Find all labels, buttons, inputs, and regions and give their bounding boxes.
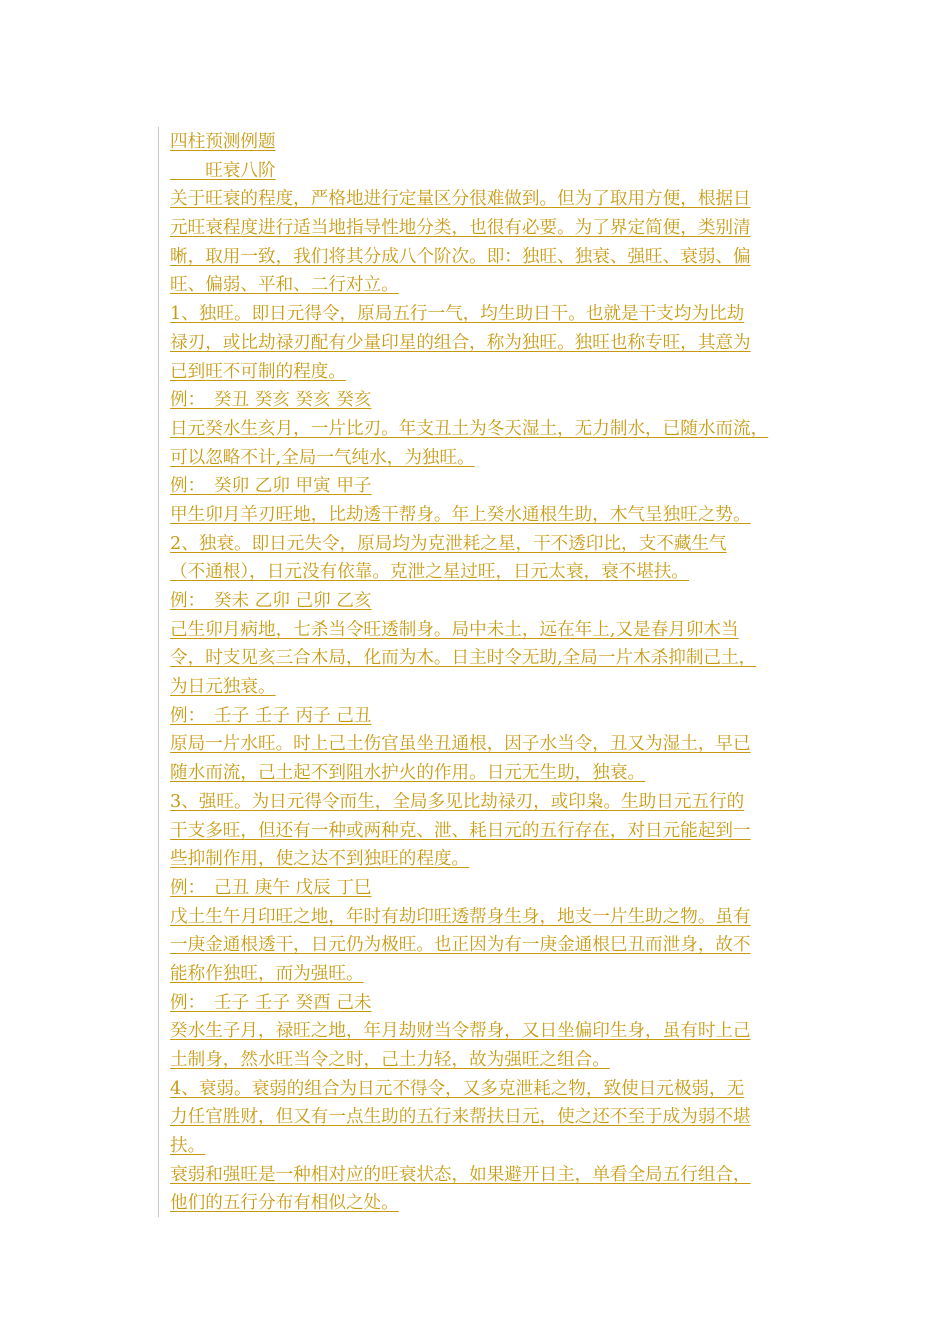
text-line: 已到旺不可制的程度。 bbox=[170, 361, 346, 382]
text-line: 戊土生午月印旺之地，年时有劫印旺透帮身生身，地支一片生助之物。虽有 bbox=[170, 906, 751, 927]
example-line: 例： 癸卯 乙卯 甲寅 甲子 bbox=[170, 476, 372, 497]
example-line: 例： 癸未 乙卯 己卯 乙亥 bbox=[170, 591, 372, 611]
text-line: 些抑制作用，使之达不到独旺的程度。 bbox=[170, 849, 470, 870]
example-line: 例： 己丑 庚午 戊辰 丁巳 bbox=[170, 877, 372, 898]
text-line: 他们的五行分布有相似之处。 bbox=[170, 1193, 399, 1214]
text-line: 元旺衰程度进行适当地指导性地分类，也很有必要。为了界定简便，类别清 bbox=[170, 218, 751, 239]
text-line: 力任官胜财，但又有一点生助的五行来帮扶日元，使之还不至于成为弱不堪 bbox=[170, 1107, 751, 1128]
left-border-line bbox=[158, 127, 159, 1217]
text-line: 3、强旺。为日元得令而生，全局多见比劫禄刃，或印枭。生助日元五行的 bbox=[170, 791, 745, 812]
example-line: 例： 壬子 壬子 癸酉 己未 bbox=[170, 992, 372, 1013]
text-line: 关于旺衰的程度，严格地进行定量区分很难做到。但为了取用方便，根据日 bbox=[170, 189, 751, 210]
section-heading: 旺衰八阶 bbox=[170, 160, 276, 181]
text-line: 随水而流，己土起不到阻水护火的作用。日元无生助，独衰。 bbox=[170, 763, 646, 784]
example-line: 例： 癸丑 癸亥 癸亥 癸亥 bbox=[170, 390, 372, 411]
text-line: 为日元独衰。 bbox=[170, 677, 276, 698]
document-body bbox=[170, 128, 830, 1218]
text-line: 2、独衰。即日元失令，原局均为克泄耗之星，干不透印比，支不藏生气 bbox=[170, 533, 727, 554]
text-line: 扶。 bbox=[170, 1136, 206, 1157]
text-line: 4、衰弱。衰弱的组合为日元不得令，又多克泄耗之物，致使日元极弱，无 bbox=[170, 1078, 745, 1099]
text-line: 一庚金通根透干，日元仍为极旺。也正因为有一庚金通根巳丑而泄身，故不 bbox=[170, 935, 751, 956]
text-line: 原局一片水旺。时上己土伤官虽坐丑通根，因子水当令，丑又为湿土，早已 bbox=[170, 734, 751, 755]
text-line: 土制身，然水旺当令之时，己土力轻，故为强旺之组合。 bbox=[170, 1050, 610, 1070]
text-line: 1、独旺。即日元得令，原局五行一气，均生助日干。也就是干支均为比劫 bbox=[170, 304, 745, 325]
text-line: 日元癸水生亥月，一片比刃。年支丑土为冬天湿土，无力制水，已随水而流， bbox=[170, 418, 769, 439]
text-line: 旺、偏弱、平和、二行对立。 bbox=[170, 275, 399, 296]
example-line: 例： 壬子 壬子 丙子 己丑 bbox=[170, 705, 372, 726]
text-line: （不通根），日元没有依靠。克泄之星过旺，日元太衰，衰不堪扶。 bbox=[170, 562, 690, 583]
document-title: 四柱预测例题 bbox=[170, 132, 276, 152]
text-line: 癸水生子月，禄旺之地，年月劫财当令帮身，又日坐偏印生身，虽有时上己 bbox=[170, 1021, 751, 1042]
text-line: 己生卯月病地，七杀当令旺透制身。局中未土，远在年上,又是春月卯木当 bbox=[170, 619, 739, 640]
text-line: 令，时支见亥三合木局，化而为木。日主时令无助,全局一片木杀抑制己土， bbox=[170, 648, 757, 669]
text-line: 晰，取用一致，我们将其分成八个阶次。即：独旺、独衰、强旺、衰弱、偏 bbox=[170, 246, 751, 267]
text-line: 禄刃，或比劫禄刃配有少量印星的组合，称为独旺。独旺也称专旺，其意为 bbox=[170, 332, 751, 353]
text-line: 干支多旺，但还有一种或两种克、泄、耗日元的五行存在，对日元能起到一 bbox=[170, 820, 751, 841]
text-line: 甲生卯月羊刃旺地，比劫透干帮身。年上癸水通根生助，木气呈独旺之势。 bbox=[170, 504, 751, 525]
text-line: 衰弱和强旺是一种相对应的旺衰状态，如果避开日主，单看全局五行组合， bbox=[170, 1164, 751, 1185]
text-line: 能称作独旺，而为强旺。 bbox=[170, 963, 364, 984]
text-line: 可以忽略不计,全局一气纯水，为独旺。 bbox=[170, 447, 475, 468]
